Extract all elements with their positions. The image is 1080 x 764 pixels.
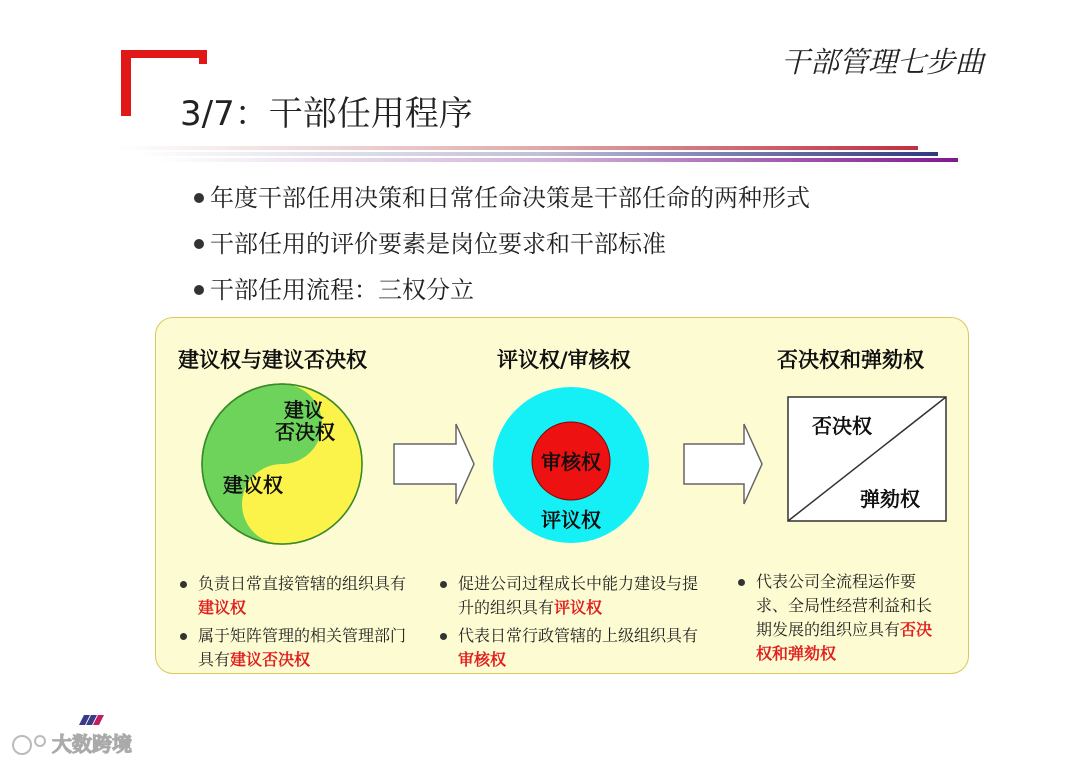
yin-yang-diagram — [202, 384, 362, 544]
bullet-dot — [738, 579, 745, 586]
column-heading-recommend: 建议权与建议否决权 — [178, 348, 367, 372]
bullet-dot — [194, 285, 204, 295]
bullet-item: 年度干部任用决策和日常任命决策是干部任命的两种形式 — [192, 175, 810, 221]
box-label-veto: 否决权 — [812, 414, 872, 438]
watermark-text: 大数跨境 — [52, 732, 132, 756]
watermark-circle-icon — [13, 736, 31, 754]
note-item: 代表日常行政管辖的上级组织具有审核权 — [438, 624, 710, 672]
column-heading-review: 评议权/审核权 — [497, 348, 631, 372]
diagonal-box-diagram — [788, 397, 946, 521]
bullet-dot — [194, 193, 204, 203]
note-item: 属于矩阵管理的相关管理部门具有建议否决权 — [178, 624, 418, 672]
notes-review — [438, 572, 710, 676]
title-underline-decoration — [118, 144, 958, 166]
note-item: 代表公司全流程运作要求、全局性经营利益和长期发展的组织应具有否决权和弹劾权 — [736, 570, 936, 666]
yin-yang-label-recommend: 建议权 — [223, 473, 283, 497]
box-label-impeach: 弹劾权 — [860, 487, 920, 511]
arrow-right-icon — [684, 424, 762, 504]
notes-recommend — [178, 572, 418, 676]
concentric-circles-diagram — [493, 387, 649, 543]
bullet-dot — [440, 633, 447, 640]
note-item: 促进公司过程成长中能力建设与提升的组织具有评议权 — [438, 572, 710, 620]
bullet-item: 干部任用的评价要素是岗位要求和干部标准 — [192, 221, 810, 267]
watermark-logo — [8, 713, 158, 759]
column-heading-veto: 否决权和弹劾权 — [777, 348, 924, 372]
yin-yang-label-veto-line2: 否决权 — [275, 420, 335, 444]
bullet-dot — [180, 633, 187, 640]
bullet-dot — [180, 581, 187, 588]
bullet-dot — [440, 581, 447, 588]
bullet-item: 干部任用流程：三权分立 — [192, 267, 810, 313]
arrow-right-icon — [394, 424, 474, 504]
three-powers-panel — [155, 317, 969, 674]
bullet-dot — [194, 239, 204, 249]
watermark-circle-icon — [35, 736, 45, 746]
yin-yang-label-veto-line1: 建议 — [284, 398, 324, 422]
notes-veto — [736, 570, 936, 670]
slide-title: 3/7：干部任用程序 — [180, 94, 473, 134]
watermark-stripes-icon — [79, 715, 104, 725]
bullet-list — [192, 175, 810, 313]
core-label-audit: 审核权 — [541, 450, 601, 474]
series-title: 干部管理七步曲 — [780, 45, 984, 79]
note-item: 负责日常直接管辖的组织具有建议权 — [178, 572, 418, 620]
ring-label-review: 评议权 — [541, 508, 601, 532]
